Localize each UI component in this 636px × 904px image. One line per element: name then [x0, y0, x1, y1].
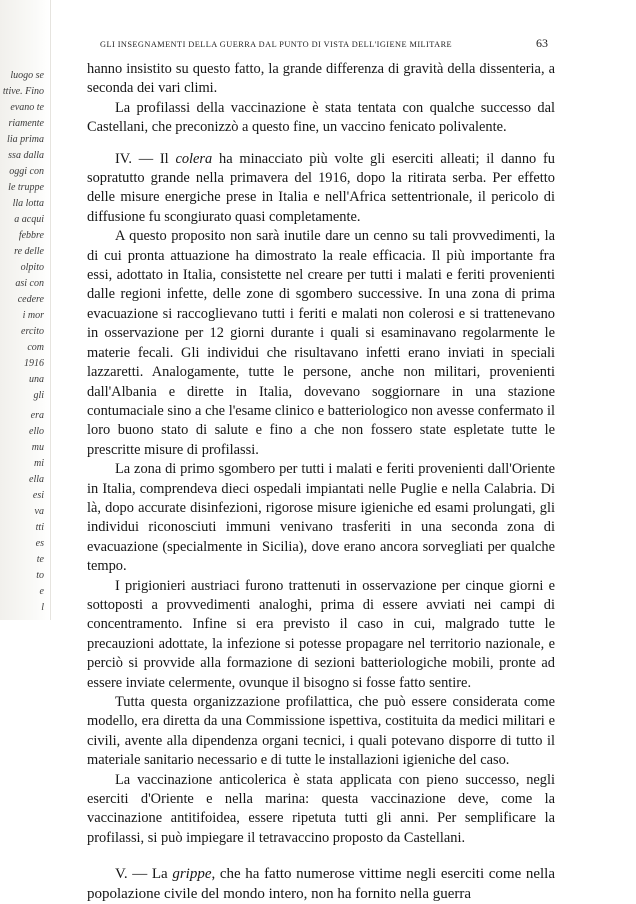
margin-fragment: i mor: [22, 310, 44, 321]
margin-fragment: asi con: [15, 278, 44, 289]
margin-fragment: olpito: [20, 262, 44, 273]
margin-fragment: lla lotta: [12, 198, 44, 209]
section-v-paragraph: [87, 864, 555, 904]
section-keyword: colera: [175, 150, 213, 167]
margin-fragment: luogo se: [10, 70, 44, 81]
page-number: 63: [536, 36, 548, 50]
margin-fragment: re delle: [14, 246, 44, 257]
margin-fragment: 1916: [24, 358, 44, 369]
adjacent-page-margin: [0, 0, 51, 620]
margin-fragment: to: [36, 570, 44, 581]
section-text: ha minacciato più volte gli eserciti alleati; il danno fu sopratutto grande nella primavera del 1916, dopo la ritirata serba. Per effetto delle misure energiche prese in Italia e nell'Africa settentrionale, il pericolo di diffusione fu scongiurato quasi completamente.: [87, 150, 555, 225]
margin-fragment: oggi con: [9, 166, 44, 177]
paragraph: hanno insistito su questo fatto, la grande differenza di gravità della dissenteria, a seconda dei vari climi.: [87, 61, 555, 97]
body-text: [87, 60, 555, 904]
margin-fragment: cedere: [17, 294, 44, 305]
margin-fragment: a acqui: [14, 214, 44, 225]
section-iv-paragraph: [87, 150, 555, 228]
margin-fragment: esi: [32, 490, 44, 501]
section-keyword: grippe: [172, 866, 212, 883]
margin-fragment: va: [34, 506, 44, 517]
margin-fragment: ella: [29, 474, 44, 485]
margin-fragment: le truppe: [8, 182, 44, 193]
margin-fragment: mi: [34, 458, 44, 469]
margin-fragment: febbre: [18, 230, 44, 241]
paragraph: I prigionieri austriaci furono trattenuti in osservazione per cinque giorni e sottoposti a provvedimenti analoghi, prima di essere avviati nei campi di concentramento. Infine si era previsto il caso in cui, malgrado tutte le precauzioni adottate, la infezione si potesse propagare nel territorio nazionale, e perciò si provvide alla formazione di sezioni batteriologiche mobili, pronte ad essere inviate celermente, ovunque il bisogno si fosse fatto sentire.: [87, 577, 555, 691]
section-lead: IV. — Il: [115, 150, 176, 167]
margin-fragment: mu: [31, 442, 44, 453]
section-text: , che ha fatto numerose vittime negli eserciti come nella popolazione civile del mondo intero, non ha fornito nella guerra: [87, 866, 555, 903]
margin-fragment: evano te: [10, 102, 44, 113]
margin-fragment: riamente: [8, 118, 44, 129]
margin-fragment: lia prima: [7, 134, 44, 145]
paragraph: La zona di primo sgombero per tutti i malati e feriti provenienti dall'Oriente in Italia, comprendeva dieci ospedali impiantati nelle Puglie e nella Calabria. Di là, dopo accurate disinfezioni, rigorose misure igieniche ed esami prolungati, gli individui riconosciuti immuni venivano trasferiti in una seconda zona di evacuazione (specialmente in Sicilia), dove erano ancora sorvegliati per qualche tempo.: [87, 461, 555, 575]
margin-fragment: ssa dalla: [8, 150, 44, 161]
margin-fragment: una: [29, 374, 44, 385]
margin-fragment: ttive. Fino: [2, 86, 44, 97]
margin-fragment: e: [39, 586, 44, 597]
page-header: [100, 38, 548, 52]
section-lead: V. — La: [115, 866, 173, 883]
paragraph: La profilassi della vaccinazione è stata tentata con qualche successo dal Castellani, che preconizzò a questo fine, un vaccino fenicato polivalente.: [87, 99, 555, 136]
paragraph: Tutta questa organizzazione profilattica, che può essere considerata come modello, era diretta da una Commissione ispettiva, costituita da medici militari e civili, avente alla dipendenza organi tecnici, i quali potevano disporre di tutto il materiale sanitario necessario e di tutte le installazioni igieniche del caso.: [87, 694, 555, 769]
paragraph: A questo proposito non sarà inutile dare un cenno su tali provvedimenti, la di cui pronta attuazione ha dimostrato la reale efficacia. Il più importante fra essi, adottato in Italia, consistette nel creare per tutti i malati e feriti provenienti dalle regioni infette, delle zone di sgombero successive. In una zona di prima evacuazione si raccoglievano tutti i feriti e malati non colerosi e si trattenevano in osservazione per 12 giorni durante i quali si esaminavano regolarmente le materie fecali. Gli individui che risultavano infetti erano inviati in speciali lazzaretti. Analogamente, tutte le persone, anche non militari, provenienti dall'Albania e dirette in Italia, dovevano soggiornare in una stazione contumaciale sino a che l'esame clinico e batteriologico non avesse confermato il loro buono stato di salute e fino a che non fossero state espletate tutte le prescritte misure di profilassi.: [87, 228, 555, 458]
margin-fragment: es: [35, 538, 44, 549]
running-title: GLI INSEGNAMENTI DELLA GUERRA DAL PUNTO DI VISTA DELL'IGIENE MILITARE: [100, 40, 453, 49]
margin-fragment: l: [41, 602, 44, 613]
margin-fragment: era: [30, 410, 44, 421]
margin-fragment: tti: [35, 522, 44, 533]
margin-fragment: ello: [29, 426, 44, 437]
margin-fragment: te: [36, 554, 44, 565]
paragraph: La vaccinazione anticolerica è stata applicata con pieno successo, negli eserciti d'Oriente e nella marina: questa vaccinazione deve, come la vaccinazione antitifoidea, essere ripetuta tutti gli anni. Per semplificare la profilassi, si può impiegare il tetravaccino proposto da Castellani.: [87, 771, 555, 846]
margin-fragment: ercito: [21, 326, 44, 337]
margin-fragment: gli: [33, 390, 44, 401]
margin-fragment: com: [27, 342, 44, 353]
